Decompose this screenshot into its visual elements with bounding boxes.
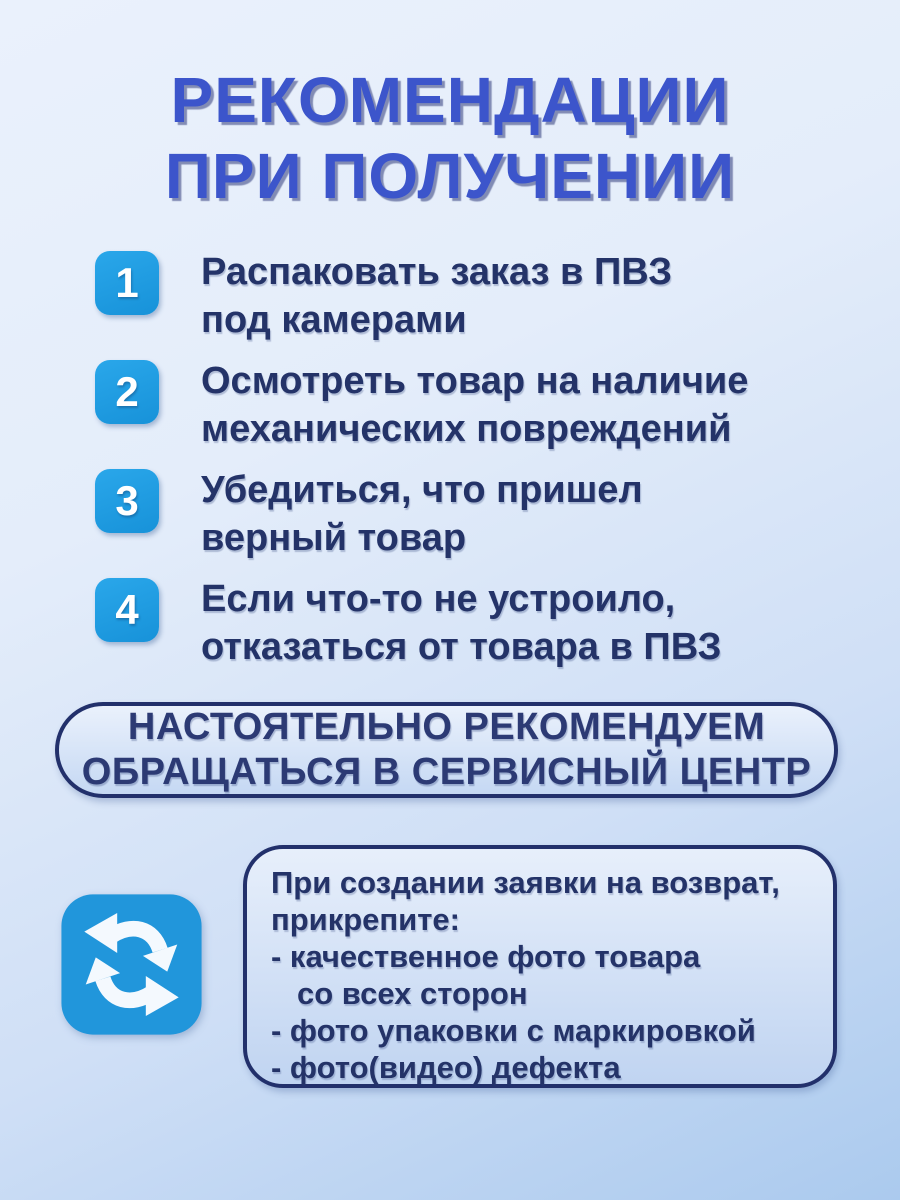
step-text-line: Если что-то не устроило, [201,578,676,620]
return-info-box [243,845,837,1088]
info-line: - качественное фото товара [271,939,701,974]
info-line: со всех сторон [297,976,528,1011]
service-center-banner [55,702,838,798]
step-number-badge: 3 [95,469,159,533]
page-title [0,62,900,214]
step-number-badge: 1 [95,251,159,315]
step-text-line: Распаковать заказ в ПВЗ [201,251,673,293]
exchange-icon-tile [58,893,205,1036]
page-title-line1: РЕКОМЕНДАЦИИ [170,64,730,136]
step-item-4 [95,575,850,671]
step-text-line: верный товар [201,517,467,559]
step-text-line: Осмотреть товар на наличие [201,360,749,402]
step-text-line: отказаться от товара в ПВЗ [201,626,722,668]
step-text [201,248,672,344]
banner-line2: ОБРАЩАТЬСЯ В СЕРВИСНЫЙ ЦЕНТР [81,751,812,793]
step-text-line: механических повреждений [201,408,732,450]
steps-list [95,248,850,684]
info-line: - фото(видео) дефекта [271,1050,621,1085]
step-item-3 [95,466,850,562]
step-text [201,575,721,671]
exchange-arrows-icon [58,893,205,1036]
step-item-1 [95,248,850,344]
step-text-line: Убедиться, что пришел [201,469,643,511]
info-line: - фото упаковки с маркировкой [271,1013,756,1048]
info-line: При создании заявки на возврат, [271,865,780,900]
step-number-badge: 2 [95,360,159,424]
step-number-badge: 4 [95,578,159,642]
page-title-line2: ПРИ ПОЛУЧЕНИИ [164,140,736,212]
step-text [201,466,643,562]
step-text [201,357,748,453]
info-line: прикрепите: [271,902,460,937]
step-item-2 [95,357,850,453]
step-text-line: под камерами [201,299,467,341]
banner-line1: НАСТОЯТЕЛЬНО РЕКОМЕНДУЕМ [127,706,766,748]
